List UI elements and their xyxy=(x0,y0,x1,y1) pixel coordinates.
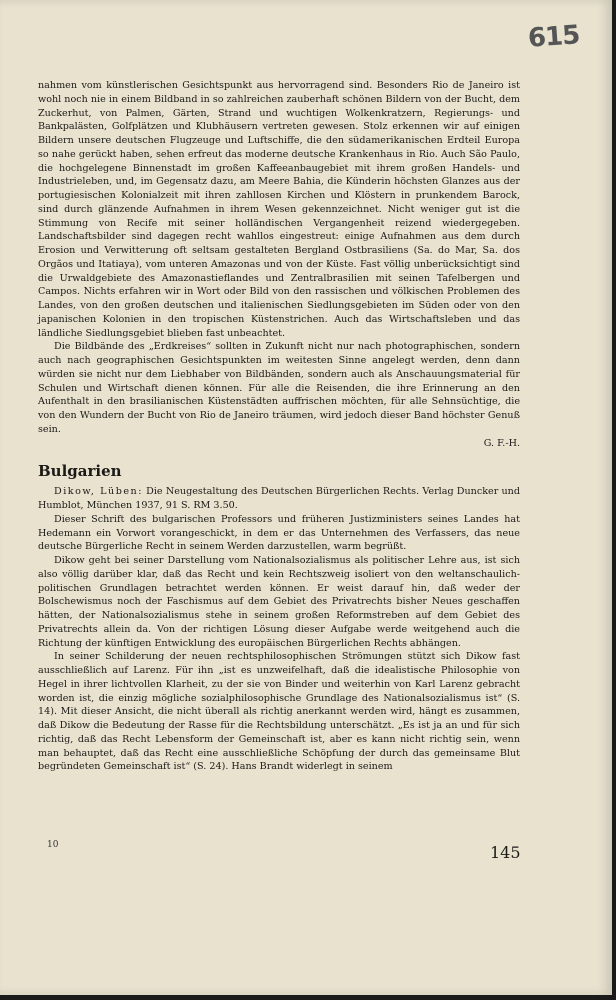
page-body xyxy=(38,79,520,774)
page-number: 145 xyxy=(490,843,521,862)
paragraph: Dikow geht bei seiner Darstellung vom Nationalsozialismus als politischer Lehre aus, ist sich also völlig darüber klar, daß das Recht und kein Rechtszweig isoliert von den weltanschaulich-politischen Grundlagen betrachtet werden können. Er weist darauf hin, daß weder der Bolschewismus noch der Faschismus auf dem Gebiet des Privatrechts bisher Neues geschaffen hätten, der Nationalsozialismus stehe in seinem großen Reformstreben auf dem Gebiet des Privatrechts allein da. Von der richtigen Lösung dieser Aufgabe werde weitgehend auch die Richtung der künftigen Entwicklung des europäischen Bürgerlichen Rechts abhängen. xyxy=(38,555,520,649)
paragraph: nahmen vom künstlerischen Gesichtspunkt aus hervorragend sind. Besonders Rio de Janeiro ist wohl noch nie in einem Bildband in so zahlreichen zauberhaft schönen Bildern von der Bucht, dem Zuckerhut, von Palmen, Gärten, Strand und wuchtigen Wolkenkratzern, Regierungs- und Bankpalästen, Golfplätzen und Klubhäusern vertreten gewesen. Stolz erkennen wir auf einigen Bildern unsere deutschen Flugzeuge und Luftschiffe, die den südamerikanischen Erdteil Europa so nahe gerückt haben, sehen erfreut das moderne deutsche Krankenhaus in Rio. Auch São Paulo, die hochgelegene Binnenstadt im großen Kaffeeanbaugebiet mit ihrem großen Handels- und Industrieleben, und, im Gegensatz dazu, am Meere Bahia, die Künderin höchsten Glanzes aus der portugiesischen Kolonialzeit mit ihren zahllosen Kirchen und Klöstern in prunkendem Barock, sind durch glänzende Aufnahmen in ihrem Wesen gekennzeichnet. Nicht weniger gut ist die Stimmung von Recife mit seiner holländischen Vergangenheit reizend wiedergegeben. Landschaftsbilder sind dagegen recht wahllos eingestreut: einige Aufnahmen aus dem durch Erosion und Verwitterung oft seltsam gestalteten Bergland Ostbrasiliens (Sa. do Mar, Sa. dos Orgãos und Itatiaya), vom unteren Amazonas und von der Küste. Fast völlig unberücksichtigt sind die Urwaldgebiete des Amazonastieflandes und Zentralbrasilien mit seinen Tafelbergen und Campos. Nichts erfahren wir in Wort oder Bild von den rassischen und völkischen Problemen des Landes, von den großen deutschen und italienischen Siedlungsgebieten im Süden oder von den japanischen Kolonien in den tropischen Küstenstrichen. Auch das Wirtschaftsleben und das ländliche Siedlungsgebiet blieben fast unbeachtet. xyxy=(38,80,520,339)
paragraph: Dieser Schrift des bulgarischen Professors und früheren Justizministers seines Landes hat Hedemann ein Vorwort vorangeschickt, in dem er das Unternehmen des Verfassers, das neue deutsche Bürgerliche Recht in seinem Werden darzustellen, warm begrüßt. xyxy=(38,513,520,553)
book-reference xyxy=(38,485,520,513)
handwritten-annotation: 615 xyxy=(527,20,581,54)
paragraph xyxy=(38,340,520,450)
paragraph-text: Die Bildbände des „Erdkreises“ sollten in Zukunft nicht nur nach photographischen, sondern auch nach geographischen Gesichtspunkten im weitesten Sinne angelegt werden, denn dann würden sie nicht nur dem Liebhaber von Bildbänden, sondern auch als Anschauungsmaterial für Schulen und Wirtschaft dienen können. Für alle die Reisenden, die ihre Erinnerung an den Aufenthalt in den brasilianischen Küstenstädten auffrischen möchten, für alle Sehnsüchtige, die von den Wundern der Bucht von Rio de Janeiro träumen, wird jedoch dieser Band höchster Genuß sein. xyxy=(38,341,520,435)
printer-signature-mark: 10 xyxy=(47,840,59,850)
reviewer-signature: G. F.-H. xyxy=(483,437,520,449)
section-heading: Bulgarien xyxy=(38,462,122,481)
reference-details: Die Neugestaltung des Deutschen Bürgerlichen Rechts. Verlag Duncker und Humblot, München 1937, 91 S. RM 3.50. xyxy=(38,486,520,511)
reference-author: Dikow, Lüben: xyxy=(54,486,143,498)
paragraph: In seiner Schilderung der neuen rechtsphilosophischen Strömungen stützt sich Dikow fast ausschließlich auf Larenz. Für ihn „ist es unzweifelhaft, daß die idealistische Philosophie von Hegel in ihrer lichtvollen Klarheit, zu der sie von Binder und weiterhin von Karl Larenz gebracht worden ist, die einzig mögliche sozialphilosophische Grundlage des Nationalsozialismus ist“ (S. 14). Mit dieser Ansicht, die nicht überall als richtig anerkannt werden wird, hängt es zusammen, daß Dikow die Bedeutung der Rasse für die Rechtsbildung unterschätzt. „Es ist ja an und für sich richtig, daß das Recht Lebensform der Gemeinschaft ist, aber es kann nicht richtig sein, wenn man behauptet, daß das Recht eine ausschließliche Schöpfung der durch das gemeinsame Blut begründeten Gemeinschaft ist“ (S. 24). Hans Brandt widerlegt in seinem xyxy=(38,651,520,773)
